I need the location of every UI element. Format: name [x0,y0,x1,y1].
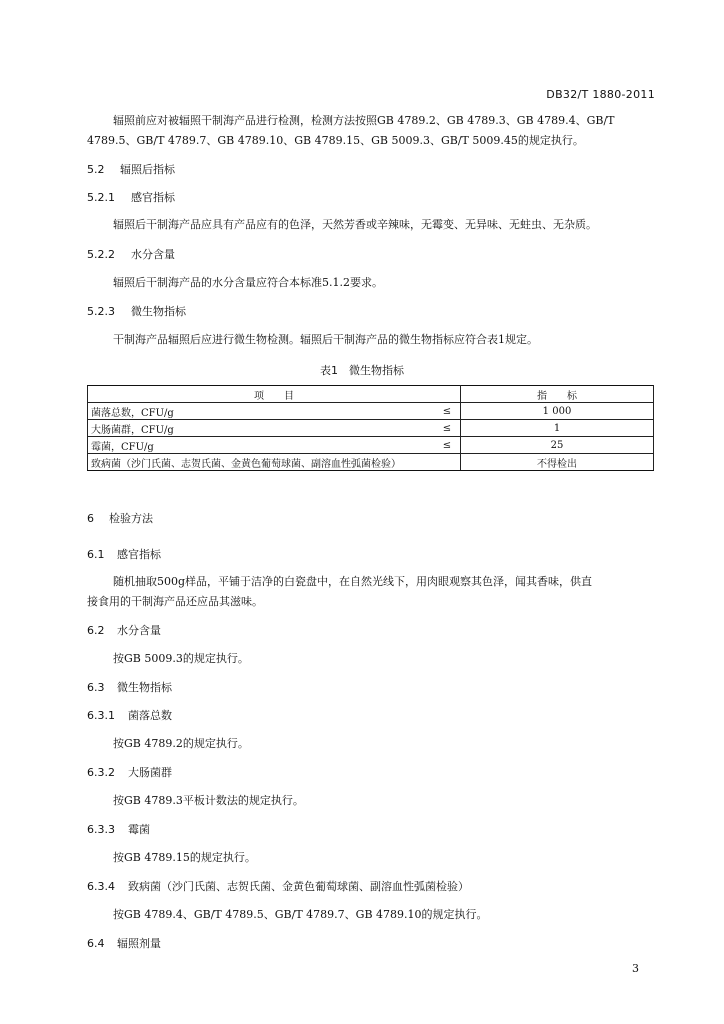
section-number: 6.3.2 [87,766,115,779]
heading-5-2-3 [87,303,186,319]
section-title: 菌落总数 [128,709,172,722]
heading-5-2-2 [87,246,175,262]
row-operator: ≤ [434,437,461,454]
paragraph-6-3-3: 按GB 4789.15的规定执行。 [113,851,256,864]
row-value: 25 [461,437,654,454]
heading-6-4 [87,935,161,951]
heading-6 [87,510,153,526]
section-title: 微生物指标 [117,681,172,694]
heading-6-2 [87,622,161,638]
heading-6-3-4 [87,878,469,894]
heading-6-3-1 [87,707,172,723]
section-title: 水分含量 [131,248,175,261]
row-item: 霉菌，CFU/g [88,437,435,454]
section-title: 霉菌 [128,823,150,836]
heading-6-3 [87,679,172,695]
section-title: 微生物指标 [131,305,186,318]
heading-5-2-1 [87,189,175,205]
paragraph-6-2: 按GB 5009.3的规定执行。 [113,652,249,665]
row-operator: ≤ [434,420,461,437]
section-title: 检验方法 [109,512,153,525]
section-number: 6 [87,512,94,525]
section-number: 6.1 [87,548,105,561]
intro-line-1: 辐照前应对被辐照干制海产品进行检测，检测方法按照GB 4789.2、GB 4789.3、GB 4789.4、GB/T [113,114,615,127]
section-number: 6.3.4 [87,880,115,893]
section-title: 辐照剂量 [117,937,161,950]
row-value: 不得检出 [461,454,654,471]
header-item: 项 目 [88,386,461,403]
section-number: 5.2.1 [87,191,115,204]
row-item: 大肠菌群，CFU/g [88,420,435,437]
paragraph-5-2-2: 辐照后干制海产品的水分含量应符合本标准5.1.2要求。 [113,276,383,289]
paragraph-6-3-1: 按GB 4789.2的规定执行。 [113,737,249,750]
heading-6-3-2 [87,764,172,780]
paragraph-6-3-4: 按GB 4789.4、GB/T 4789.5、GB/T 4789.7、GB 4789.10的规定执行。 [113,908,488,921]
section-number: 5.2 [87,163,105,176]
section-title: 感官指标 [131,191,175,204]
section-number: 6.4 [87,937,105,950]
table-row [88,403,654,420]
section-number: 6.2 [87,624,105,637]
section-title: 大肠菌群 [128,766,172,779]
page-number: 3 [632,962,639,975]
table-header-row [88,386,654,403]
row-item: 致病菌（沙门氏菌、志贺氏菌、金黄色葡萄球菌、副溶血性弧菌检验） [88,454,461,471]
header-value: 指 标 [461,386,654,403]
table-row [88,437,654,454]
heading-5-2 [87,161,175,177]
row-value: 1 [461,420,654,437]
paragraph-6-1-line-2: 接食用的干制海产品还应品其滋味。 [87,595,263,608]
section-title: 感官指标 [117,548,161,561]
section-number: 6.3.3 [87,823,115,836]
heading-6-3-3 [87,821,150,837]
row-operator: ≤ [434,403,461,420]
section-number: 6.3 [87,681,105,694]
section-title: 辐照后指标 [120,163,175,176]
row-item: 菌落总数，CFU/g [88,403,435,420]
paragraph-6-1-line-1: 随机抽取500g样品，平铺于洁净的白瓷盘中，在自然光线下，用肉眼观察其色泽，闻其香味，供直 [113,575,593,588]
section-title: 水分含量 [117,624,161,637]
table-row [88,454,654,471]
section-number: 5.2.3 [87,305,115,318]
paragraph-5-2-1: 辐照后干制海产品应具有产品应有的色泽，天然芳香或辛辣味，无霉变、无异味、无蛀虫、无杂质。 [113,218,597,231]
paragraph-6-3-2: 按GB 4789.3平板计数法的规定执行。 [113,794,304,807]
heading-6-1 [87,546,161,562]
section-title: 致病菌（沙门氏菌、志贺氏菌、金黄色葡萄球菌、副溶血性弧菌检验） [128,880,469,893]
row-value: 1 000 [461,403,654,420]
section-number: 6.3.1 [87,709,115,722]
table-row [88,420,654,437]
microbiology-table [87,385,654,471]
intro-line-2: 4789.5、GB/T 4789.7、GB 4789.10、GB 4789.15、GB 5009.3、GB/T 5009.45的规定执行。 [87,134,584,147]
table-caption: 表1 微生物指标 [320,364,404,377]
document-code-header: DB32/T 1880-2011 [546,88,655,101]
section-number: 5.2.2 [87,248,115,261]
paragraph-5-2-3: 干制海产品辐照后应进行微生物检测。辐照后干制海产品的微生物指标应符合表1规定。 [113,333,538,346]
